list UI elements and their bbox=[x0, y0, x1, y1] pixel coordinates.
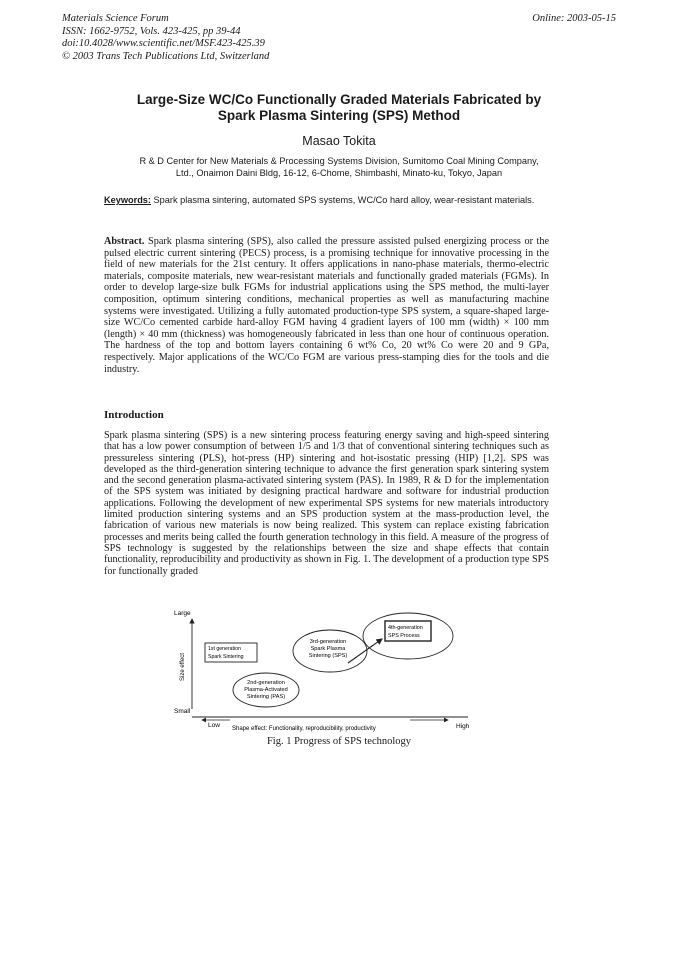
abstract-text: Spark plasma sintering (SPS), also called the pressure assisted pulsed energizing process or the pulsed electric current sintering (PECS) process, is a promising technique for innovative processing in the field of new materials for the 21st century. It offers applications in nano-phase materials, thermo-electric materials, composite materials, new wear-resistant materials and functionally graded materials (FGMs). In order to develop large-size bulk FGMs for industrial applications using the SPS method, the multi-layer composition, optimum sintering conditions, mechanical properties as well as manufacturing machine systems were investigated. Utilizing a fully automated production-type SPS system, a square-shaped large-size WC/Co cemented carbide hard-alloy FGM having 4 gradient layers of 100 mm (width) × 100 mm (length) × 40 mm (thickness) was homogeneously fabricated in less than one hour of continuous operation. The hardness of the top and bottom layers containing 6 wt% Co, 20 wt% Co were 20 and 9 GPa, respectively. Major applications of the WC/Co FGM are various press-stamping dies for the tools and die industry. bbox=[104, 236, 549, 375]
introduction-text: Spark plasma sintering (SPS) is a new sintering process featuring energy saving and high-speed sintering that has a low power consumption of between 1/5 and 1/3 that of conventional sintering techniques such as pressureless sintering (PLS), hot-press (HP) sintering and hot-isostatic pressing (HIP) [1,2]. SPS was developed as the third-generation sintering technique to advance the first generation spark sintering system and the second generation plasma-activated sintering system (PAS). In 1989, R & D for the implementation of the SPS system was initiated by designing practical hardware and software for industrial production applications. Following the development of new experimental SPS systems for new materials introductory limited production sintering systems and an SPS production system at the mass-production level, the fabrication of various new materials is now being realized. This system can replace existing fabrication processes and merits being called the fourth generation technology in this field. A measure of the progress of SPS technology is suggested by the relationships between the size and shape effects that contain functionality, reproducibility and productivity as shown in Fig. 1. The development of a production type SPS for functionally graded bbox=[104, 430, 549, 577]
y-bottom-label: Small bbox=[174, 708, 191, 715]
gen4-line-2: SPS Process bbox=[388, 633, 420, 639]
gen2-line-3: Sintering (PAS) bbox=[246, 694, 286, 700]
issn-line: ISSN: 1662-9752, Vols. 423-425, pp 39-44 bbox=[62, 25, 241, 37]
gen3-line-2: Spark Plasma bbox=[310, 646, 346, 652]
gen4-line-1: 4th-generation bbox=[388, 625, 423, 631]
online-date: Online: 2003-05-15 bbox=[532, 13, 616, 24]
x-axis-label: Shape effect: Functionality, reproducibility, productivity bbox=[232, 726, 376, 732]
affiliation-line-1: R & D Center for New Materials & Processing Systems Division, Sumitomo Coal Mining Company, bbox=[139, 156, 539, 166]
abstract-label: Abstract. bbox=[104, 236, 145, 247]
abstract bbox=[104, 236, 549, 375]
title-line-2: Spark Plasma Sintering (SPS) Method bbox=[217, 108, 461, 123]
journal-name: Materials Science Forum bbox=[62, 13, 169, 24]
y-top-label: Large bbox=[174, 610, 191, 617]
figure-caption: Fig. 1 Progress of SPS technology bbox=[266, 736, 412, 747]
affiliation bbox=[90, 155, 588, 179]
x-right-label: High bbox=[456, 723, 470, 730]
progress-diagram bbox=[170, 605, 490, 735]
gen1-line-2: Spark Sintering bbox=[208, 654, 244, 660]
affiliation-line-2: Ltd., Onaimon Daini Bldg, 16-12, 6-Chome, Shimbashi, Minato-ku, Tokyo, Japan bbox=[175, 168, 503, 178]
keywords bbox=[104, 195, 551, 206]
keywords-label: Keywords: bbox=[104, 195, 151, 205]
y-axis-label: Size effect bbox=[180, 653, 186, 681]
gen2-line-2: Plasma-Activated bbox=[244, 687, 288, 693]
x-left-label: Low bbox=[208, 722, 220, 729]
figure-1 bbox=[170, 605, 490, 735]
paper-title bbox=[0, 92, 678, 124]
copyright-line: © 2003 Trans Tech Publications Ltd, Switzerland bbox=[62, 50, 270, 62]
gen3-line-1: 3rd-generation bbox=[309, 639, 347, 645]
gen3-line-3: Sintering (SPS) bbox=[308, 653, 348, 659]
author-name: Masao Tokita bbox=[302, 134, 376, 148]
keywords-text: Spark plasma sintering, automated SPS systems, WC/Co hard alloy, wear-resistant materials. bbox=[150, 195, 535, 205]
section-heading-introduction: Introduction bbox=[104, 409, 164, 421]
gen2-line-1: 2nd-generation bbox=[247, 680, 285, 686]
gen1-line-1: 1st generation bbox=[208, 646, 241, 652]
running-header bbox=[62, 13, 269, 63]
doi-line: doi:10.4028/www.scientific.net/MSF.423-425.39 bbox=[62, 38, 265, 49]
title-line-1: Large-Size WC/Co Functionally Graded Materials Fabricated by bbox=[136, 92, 542, 107]
